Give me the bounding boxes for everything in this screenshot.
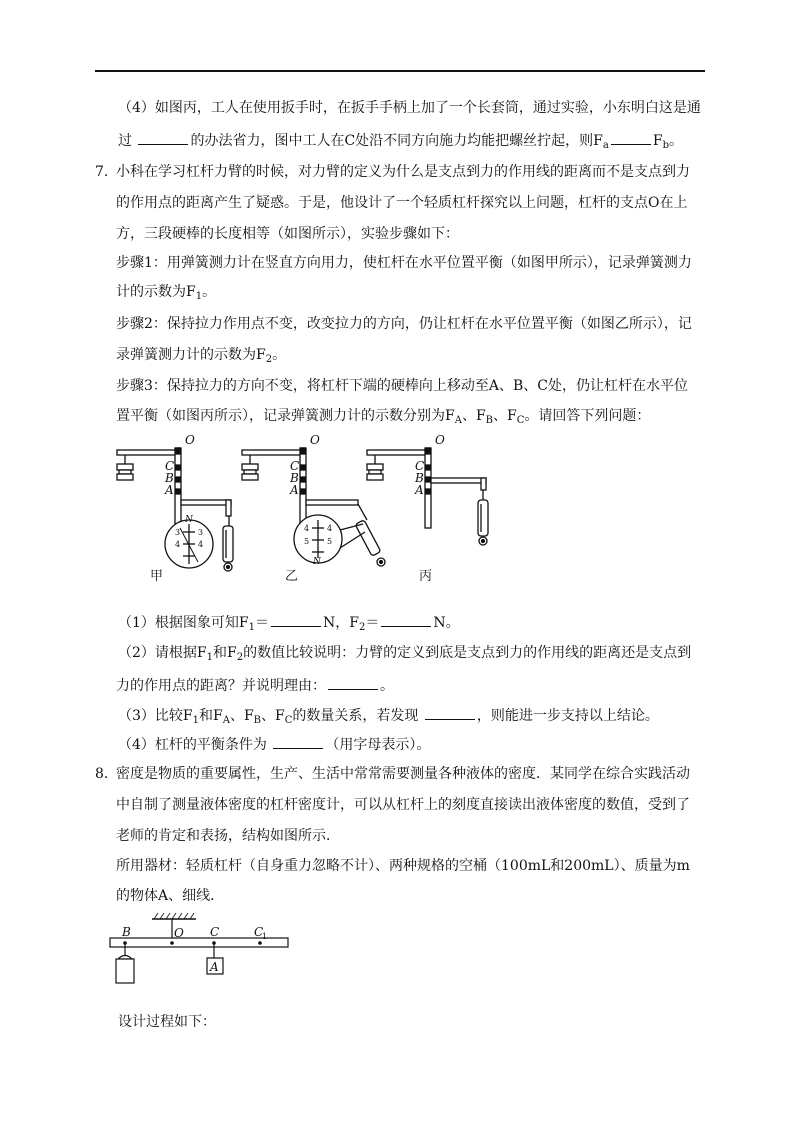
label-c: C bbox=[210, 925, 220, 939]
label-n: N bbox=[313, 557, 321, 567]
label-c: C bbox=[165, 459, 175, 473]
scale-4: 4 bbox=[304, 524, 310, 533]
label-a: A bbox=[415, 483, 424, 497]
q8-number: 8. bbox=[95, 766, 109, 782]
label-n: N bbox=[185, 515, 193, 525]
figure-jia bbox=[117, 448, 233, 571]
q7-answer-4: （4）杠杆的平衡条件为 （用字母表示）。 bbox=[118, 734, 430, 755]
answer-blank[interactable] bbox=[425, 705, 475, 720]
label-a: A bbox=[165, 483, 174, 497]
scale-4: 4 bbox=[175, 540, 181, 549]
q7-intro-line2: 的作用点的距离产生了疑惑。于是，他设计了一个轻质杠杆探究以上问题，杠杆的支点O在上 bbox=[116, 195, 688, 211]
label-o: O bbox=[310, 433, 320, 447]
label-c: C bbox=[290, 459, 300, 473]
label-b: B bbox=[290, 471, 299, 485]
answer-blank[interactable] bbox=[381, 612, 431, 627]
q7-answer-1: （1）根据图象可知$F_1= N$，$F_2= N$。 bbox=[118, 612, 460, 635]
q8-design-heading: 设计过程如下： bbox=[118, 1014, 216, 1030]
label-o: O bbox=[435, 433, 445, 447]
q7-answer-2-line1: （2）请根据$F_1$和$F_2$的数值比较说明：力臂的定义到底是支点到力的作用线的距离还是支点到 bbox=[118, 645, 692, 663]
label-c1-sub: 1 bbox=[262, 932, 268, 941]
figure-yi bbox=[242, 448, 385, 566]
header-rule bbox=[95, 70, 705, 72]
density-lever-figure bbox=[108, 910, 298, 990]
label-a: A bbox=[210, 960, 219, 974]
q7-step2-line2: 录弹簧测力计的示数为$F_2$。 bbox=[116, 347, 287, 365]
q7-intro-line3: 方，三段硬棒的长度相等（如图所示），实验步骤如下： bbox=[116, 226, 459, 242]
q6-part4-line1: （4）如图丙，工人在使用扳手时，在扳手手柄上加了一个长套筒，通过实验，小东明白这是通 bbox=[118, 100, 701, 116]
scale-4: 4 bbox=[327, 524, 333, 533]
q7-step2-line1: 步骤2：保持拉力作用点不变，改变拉力的方向，仍让杠杆在水平位置平衡（如图乙所示），记 bbox=[116, 316, 692, 332]
q8-equipment-line2: 的物体A、细线． bbox=[116, 888, 225, 904]
label-b: B bbox=[165, 471, 174, 485]
scale-3: 3 bbox=[198, 528, 204, 537]
label-c1: C bbox=[254, 925, 264, 939]
answer-blank[interactable] bbox=[271, 612, 321, 627]
q7-intro-line1: 小科在学习杠杆力臂的时候，对力臂的定义为什么是支点到力的作用线的距离而不是支点到力 bbox=[116, 164, 690, 180]
caption-bing: 丙 bbox=[419, 569, 433, 584]
label-b: B bbox=[415, 471, 424, 485]
scale-5: 5 bbox=[327, 537, 333, 546]
caption-yi: 乙 bbox=[285, 569, 299, 584]
q7-step1-line2: 计的示数为$F_1$。 bbox=[116, 284, 217, 302]
label-c: C bbox=[415, 459, 425, 473]
figure-bing bbox=[367, 448, 488, 545]
q7-number: 7. bbox=[95, 164, 109, 180]
q7-answer-3: （3）比较$F_1$和$F_A$、$F_B$、$F_C$的数量关系，若发现 ，则能进一步支持以上结论。 bbox=[118, 705, 659, 728]
label-a: A bbox=[290, 483, 299, 497]
scale-3: 3 bbox=[175, 528, 181, 537]
q7-answer-2-line2: 力的作用点的距离？并说明理由： 。 bbox=[116, 675, 394, 696]
label-o: O bbox=[174, 926, 184, 940]
q7-step3-line1: 步骤3：保持拉力的方向不变，将杠杆下端的硬棒向上移动至A、B、C处，仍让杠杆在水平位 bbox=[116, 378, 689, 394]
q6-part4-line2: 过 的办法省力，图中工人在C处沿不同方向施力均能把螺丝拧起，则$F_a$ $F_b$。 bbox=[118, 130, 683, 153]
q8-equipment-line1: 所用器材：轻质杠杆（自身重力忽略不计）、两种规格的空桶（100mL和200mL）、质量为m bbox=[116, 858, 690, 874]
answer-blank[interactable] bbox=[138, 130, 188, 145]
label-o: O bbox=[185, 433, 195, 447]
answer-blank[interactable] bbox=[611, 130, 651, 145]
q8-intro-line2: 中自制了测量液体密度的杠杆密度计，可以从杠杆上的刻度直接读出液体密度的数值，受到了 bbox=[116, 797, 690, 813]
caption-jia: 甲 bbox=[150, 569, 164, 584]
q7-step1-line1: 步骤1：用弹簧测力计在竖直方向用力，使杠杆在水平位置平衡（如图甲所示），记录弹簧测力 bbox=[116, 255, 692, 271]
q7-step3-line2: 置平衡（如图丙所示），记录弹簧测力计的示数分别为$F_A$、$F_B$、$F_C$。请回答下列问题： bbox=[116, 408, 651, 426]
lever-experiment-figure bbox=[105, 432, 505, 587]
scale-5: 5 bbox=[304, 537, 310, 546]
answer-blank[interactable] bbox=[328, 675, 378, 690]
label-b: B bbox=[122, 925, 131, 939]
answer-blank[interactable] bbox=[273, 734, 323, 749]
q8-intro-line3: 老师的肯定和表扬，结构如图所示． bbox=[116, 828, 340, 844]
q8-intro-line1: 密度是物质的重要属性，生产、生活中常常需要测量各种液体的密度．某同学在综合实践活动 bbox=[116, 766, 690, 782]
scale-4: 4 bbox=[198, 540, 204, 549]
